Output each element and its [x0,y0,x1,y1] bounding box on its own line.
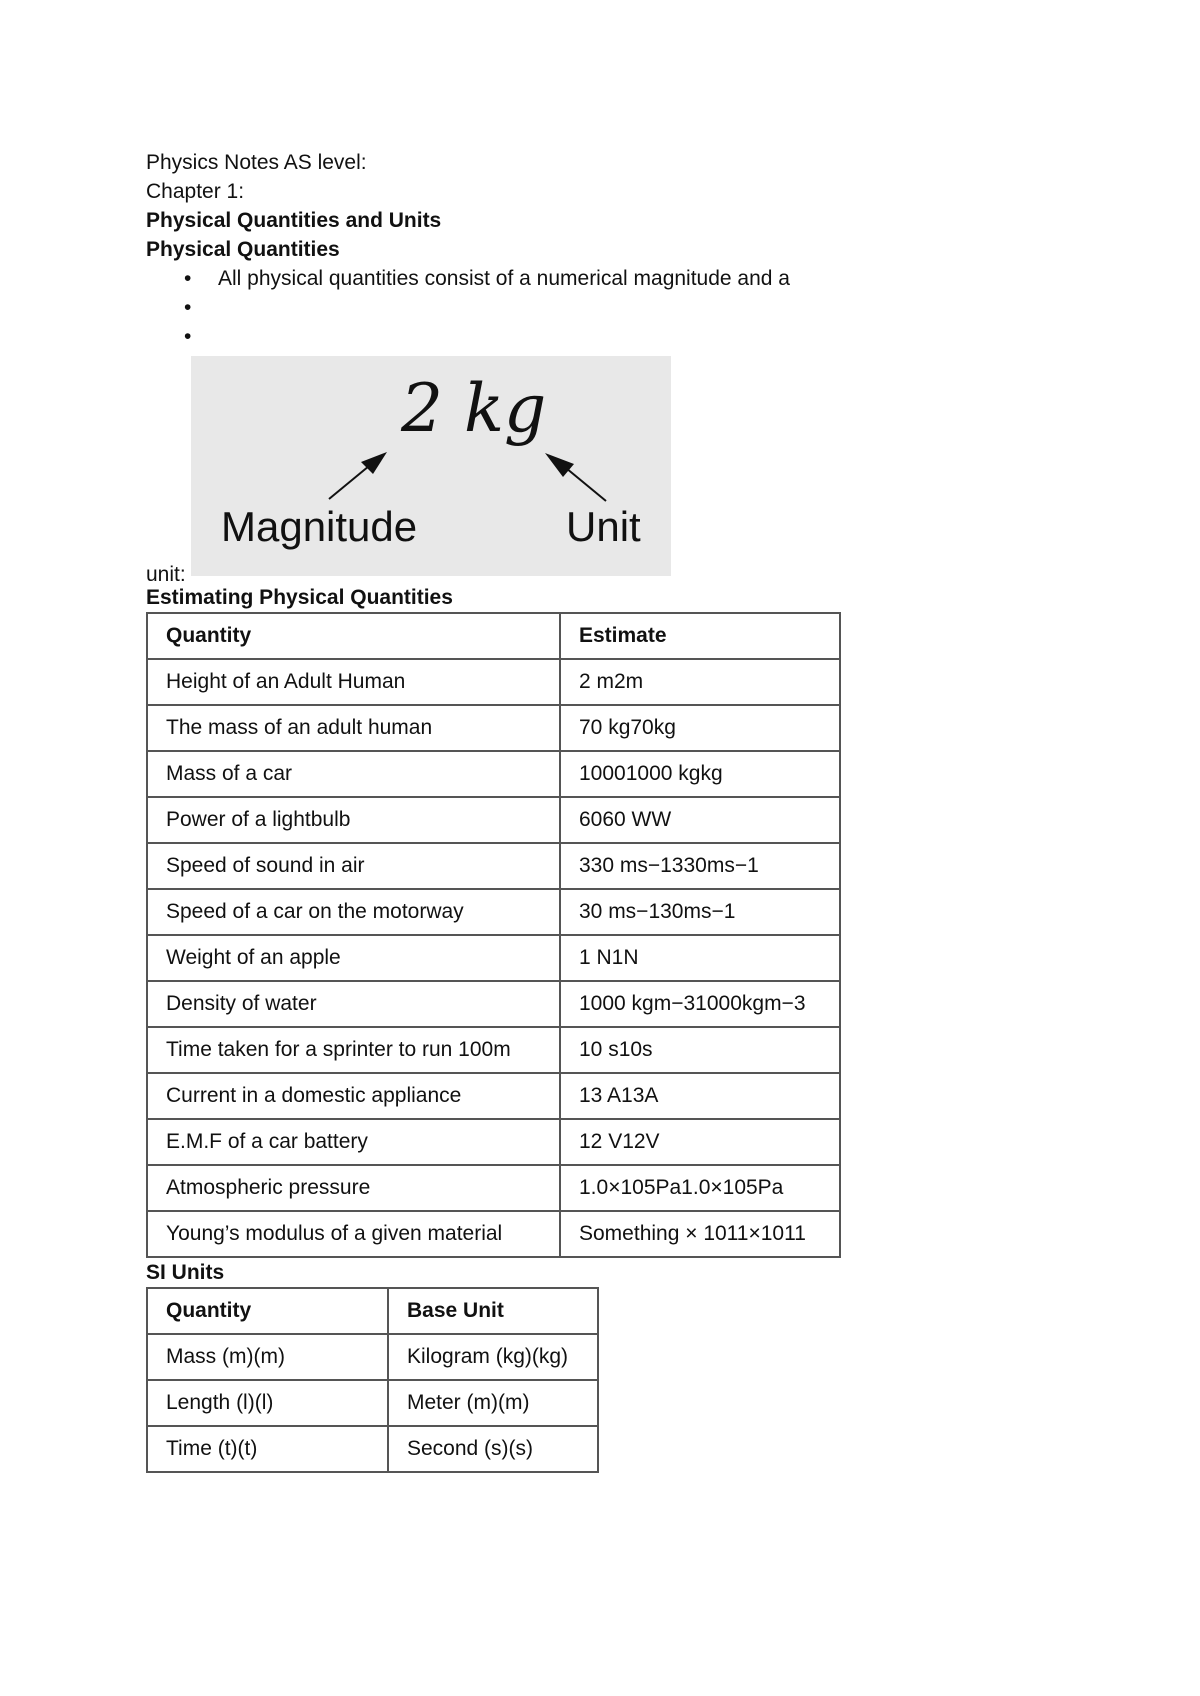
bullet-icon: • [184,325,192,348]
table-cell: Atmospheric pressure [147,1165,560,1211]
table-cell: Kilogram (kg)(kg) [388,1334,598,1380]
table-row [147,1073,840,1119]
table-cell: Mass (m)(m) [147,1334,388,1380]
table-row [147,981,840,1027]
table-row [147,843,840,889]
doc-title: Physics Notes AS level: [146,151,367,174]
table-cell: Power of a lightbulb [147,797,560,843]
table-row [147,1426,598,1472]
table-row [147,1334,598,1380]
bullet-icon: • [184,296,192,319]
si-units-table [146,1287,599,1473]
bullet-icon: • [184,267,192,290]
table-row [147,659,840,705]
table-cell: Current in a domestic appliance [147,1073,560,1119]
table-row [147,1165,840,1211]
table-cell: Mass of a car [147,751,560,797]
table-cell: The mass of an adult human [147,705,560,751]
si-units-heading: SI Units [146,1261,225,1284]
document-page [146,148,1046,1473]
unit-continuation: unit: [146,563,186,586]
table-cell: 2 m2m [560,659,840,705]
table-cell: 1.0×105Pa1.0×105Pa [560,1165,840,1211]
table-cell: 12 V12V [560,1119,840,1165]
unit-arrow-icon [566,468,606,501]
unit-arrowhead-icon [545,453,574,477]
table-cell: 330 ms−1330ms−1 [560,843,840,889]
table-cell: Second (s)(s) [388,1426,598,1472]
table-row [147,1027,840,1073]
figure-magnitude-label: Magnitude [221,503,418,550]
estimating-heading: Estimating Physical Quantities [146,586,453,609]
table-cell: Meter (m)(m) [388,1380,598,1426]
header-cell-base-unit: Base Unit [388,1288,598,1334]
table-cell: 70 kg70kg [560,705,840,751]
table-row [147,889,840,935]
table-cell: Time taken for a sprinter to run 100m [147,1027,560,1073]
header-cell-estimate: Estimate [560,613,840,659]
table-cell: Density of water [147,981,560,1027]
table-cell: 30 ms−130ms−1 [560,889,840,935]
figure-unit-label: Unit [566,503,641,550]
section-title: Physical Quantities [146,238,340,261]
table-cell: Speed of sound in air [147,843,560,889]
figure-expression: 2 kg [401,370,547,447]
figure-row [146,351,1046,586]
magnitude-arrow-icon [329,466,369,499]
table-cell: 10001000 kgkg [560,751,840,797]
list-item [146,293,1046,322]
table-row [147,751,840,797]
chapter-label: Chapter 1: [146,180,245,203]
table-header-row [147,1288,598,1334]
table-cell: Height of an Adult Human [147,659,560,705]
list-item [146,322,1046,351]
table-cell: 1000 kgm−31000kgm−3 [560,981,840,1027]
table-row [147,797,840,843]
table-cell: 13 A13A [560,1073,840,1119]
table-row [147,1119,840,1165]
magnitude-arrowhead-icon [361,452,387,474]
header-cell-quantity: Quantity [147,1288,388,1334]
magnitude-unit-figure [191,356,671,576]
table-header-row [147,613,840,659]
table-row [147,935,840,981]
table-row [147,1211,840,1257]
table-cell: Weight of an apple [147,935,560,981]
table-cell: Length (l)(l) [147,1380,388,1426]
bullet-list [146,264,1046,351]
table-row [147,705,840,751]
chapter-title: Physical Quantities and Units [146,209,442,232]
table-cell: 1 N1N [560,935,840,981]
estimates-table [146,612,841,1258]
header-cell-quantity: Quantity [147,613,560,659]
list-item: • All physical quantities consist of a numerical magnitude and a [146,264,1046,293]
table-cell: Something × 1011×1011 [560,1211,840,1257]
table-cell: 10 s10s [560,1027,840,1073]
table-cell: E.M.F of a car battery [147,1119,560,1165]
table-cell: Young’s modulus of a given material [147,1211,560,1257]
table-cell: Speed of a car on the motorway [147,889,560,935]
table-row [147,1380,598,1426]
table-cell: 6060 WW [560,797,840,843]
table-cell: Time (t)(t) [147,1426,388,1472]
